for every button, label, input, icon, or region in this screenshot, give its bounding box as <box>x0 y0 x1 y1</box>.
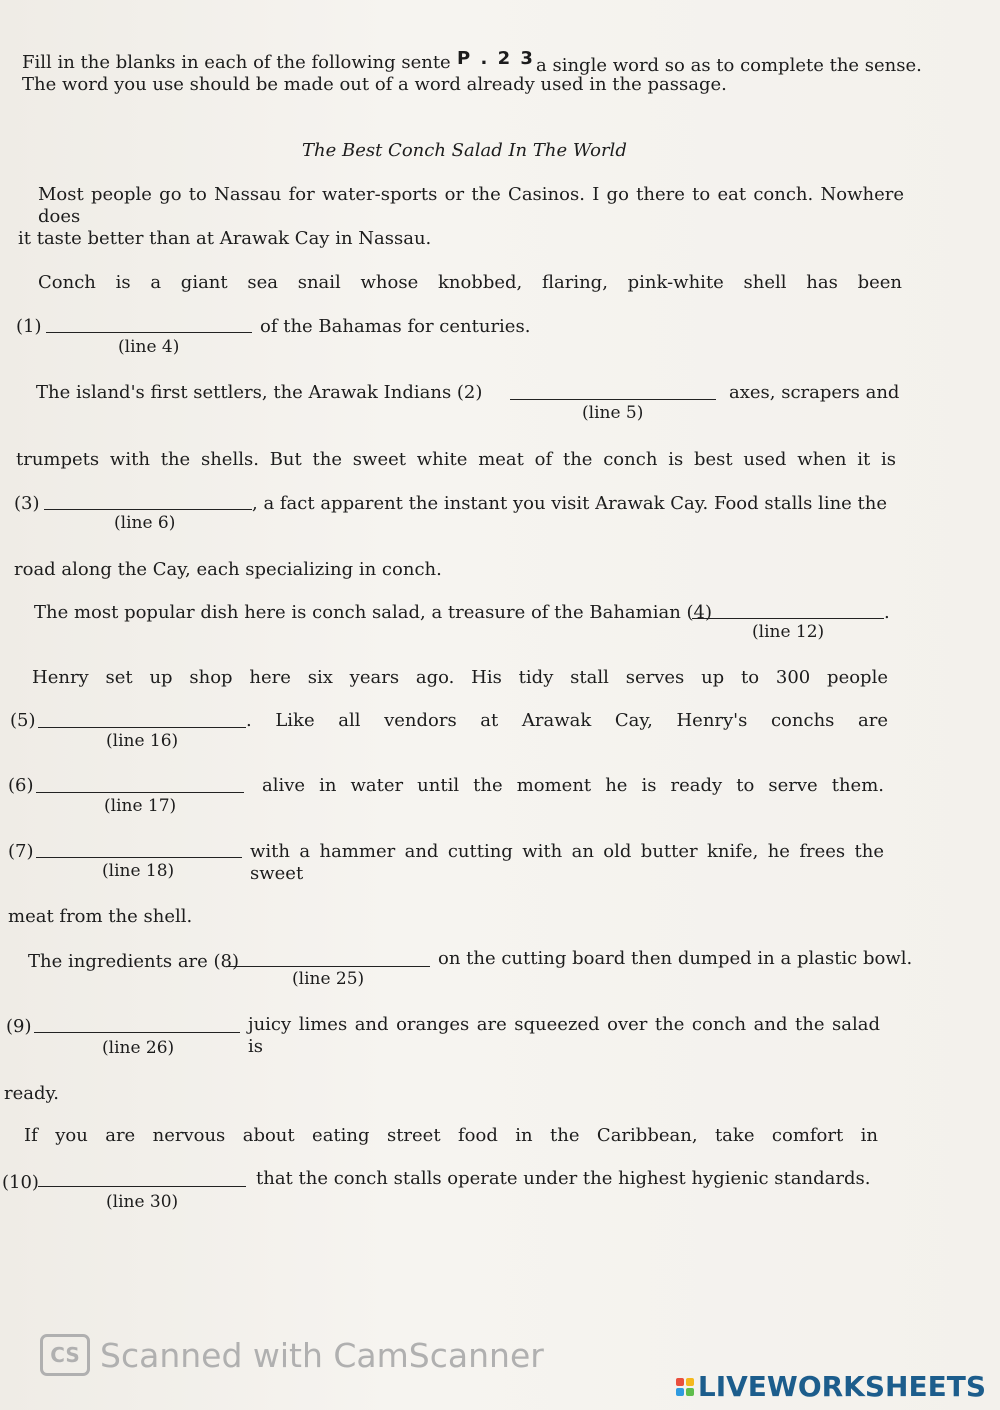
blank-6-line-ref: (line 17) <box>104 796 177 816</box>
blank-5-label: (5) <box>10 710 36 731</box>
blank-1-label: (1) <box>16 316 42 337</box>
passage-line: trumpets with the shells. But the sweet white meat of the conch is best used when it is <box>16 449 896 470</box>
page-number-label: P . 2 3 <box>457 48 535 69</box>
blank-5-continuation: . Like all vendors at Arawak Cay, Henry's conchs are <box>246 710 888 731</box>
blank-9-label: (9) <box>6 1016 32 1037</box>
instructions-line-1a: Fill in the blanks in each of the following sente <box>22 52 451 73</box>
blank-2-line-ref: (line 5) <box>582 403 644 423</box>
blank-1-line-ref: (line 4) <box>118 337 180 357</box>
blank-4-line-ref: (line 12) <box>752 622 825 642</box>
blank-6-continuation: alive in water until the moment he is ready to serve them. <box>262 775 884 796</box>
camscanner-text: Scanned with CamScanner <box>100 1335 544 1375</box>
blank-3-label: (3) <box>14 493 40 514</box>
passage-line: Most people go to Nassau for water-sports or the Casinos. I go there to eat conch. Nowhere does <box>38 184 904 227</box>
passage-line: meat from the shell. <box>8 906 193 927</box>
blank-10-line-ref: (line 30) <box>106 1192 179 1212</box>
blank-4-input[interactable] <box>692 618 884 619</box>
blank-8-line-ref: (line 25) <box>292 969 365 989</box>
blank-2-input[interactable] <box>510 399 716 400</box>
blank-3-line-ref: (line 6) <box>114 513 176 533</box>
instructions-line-2: The word you use should be made out of a word already used in the passage. <box>22 74 727 95</box>
blank-3-continuation: , a fact apparent the instant you visit Arawak Cay. Food stalls line the <box>252 493 888 514</box>
blank-5-input[interactable] <box>38 727 246 728</box>
passage-title: The Best Conch Salad In The World <box>302 140 627 161</box>
instructions-line-1b: a single word so as to complete the sense. <box>536 55 922 76</box>
blank-4-continuation: . <box>884 602 890 623</box>
blank-7-input[interactable] <box>36 857 242 858</box>
blank-2-lead: The island's first settlers, the Arawak Indians (2) <box>36 382 483 403</box>
blank-5-line-ref: (line 16) <box>106 731 179 751</box>
passage-line: road along the Cay, each specializing in conch. <box>14 559 442 580</box>
passage-line: ready. <box>4 1083 60 1104</box>
blank-10-label: (10) <box>2 1172 39 1193</box>
passage-line: Conch is a giant sea snail whose knobbed, flaring, pink-white shell has been <box>38 272 902 293</box>
blank-8-lead: The ingredients are (8) <box>28 951 240 972</box>
blank-2-continuation: axes, scrapers and <box>729 382 900 403</box>
liveworksheets-text: LIVEWORKSHEETS <box>697 1370 986 1403</box>
blank-6-input[interactable] <box>36 792 244 793</box>
blank-10-continuation: that the conch stalls operate under the highest hygienic standards. <box>256 1168 871 1189</box>
blank-9-continuation: juicy limes and oranges are squeezed over the conch and the salad is <box>248 1014 880 1057</box>
liveworksheets-logo[interactable] <box>676 1370 986 1403</box>
blank-8-input[interactable] <box>226 966 430 967</box>
blank-4-lead: The most popular dish here is conch salad, a treasure of the Bahamian (4) <box>34 602 713 623</box>
camscanner-watermark <box>40 1334 544 1376</box>
blank-9-line-ref: (line 26) <box>102 1038 175 1058</box>
blank-7-label: (7) <box>8 841 34 862</box>
blank-1-continuation: of the Bahamas for centuries. <box>260 316 531 337</box>
blank-6-label: (6) <box>8 775 34 796</box>
blank-7-line-ref: (line 18) <box>102 861 175 881</box>
camscanner-logo-icon: CS <box>40 1334 90 1376</box>
blank-3-input[interactable] <box>44 509 252 510</box>
blank-1-input[interactable] <box>46 332 252 333</box>
blank-9-input[interactable] <box>34 1032 240 1033</box>
passage-line: Henry set up shop here six years ago. His tidy stall serves up to 300 people <box>32 667 888 688</box>
passage-line: it taste better than at Arawak Cay in Nassau. <box>18 228 432 249</box>
blank-7-continuation: with a hammer and cutting with an old butter knife, he frees the sweet <box>250 841 884 884</box>
blank-8-continuation: on the cutting board then dumped in a plastic bowl. <box>438 948 913 969</box>
blank-10-input[interactable] <box>38 1186 246 1187</box>
liveworksheets-grid-icon <box>676 1378 694 1396</box>
passage-line: If you are nervous about eating street food in the Caribbean, take comfort in <box>24 1125 878 1146</box>
